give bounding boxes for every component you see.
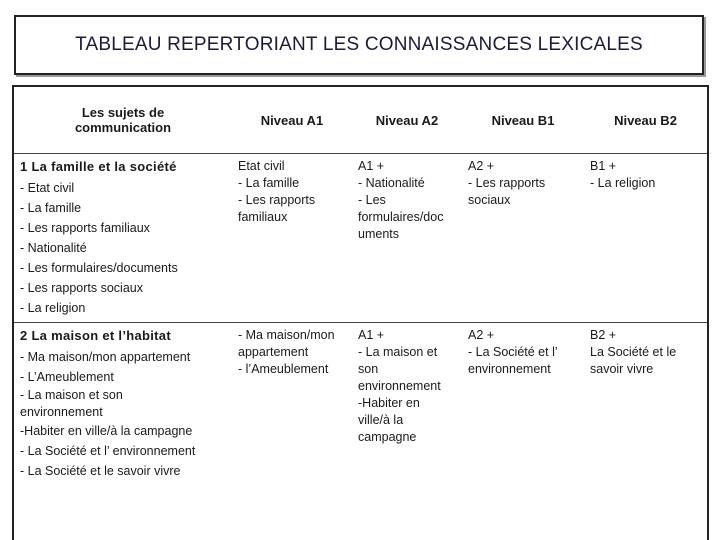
level-line: - l’Ameublement — [238, 362, 329, 376]
level-line: campagne — [358, 430, 417, 444]
header-a1: Niveau A1 — [232, 87, 352, 154]
header-b1: Niveau B1 — [462, 87, 584, 154]
b2-cell — [584, 154, 707, 323]
subject-item: - Les rapports familiaux — [20, 221, 150, 235]
level-line: -Habiter en — [358, 396, 420, 410]
subject-title: 1 La famille et la société — [20, 159, 177, 174]
level-line: - La Société et l’ — [468, 345, 558, 359]
level-line: sociaux — [468, 193, 511, 207]
a2-cell — [352, 323, 462, 538]
level-line: uments — [358, 227, 399, 241]
level-line: son — [358, 362, 379, 376]
level-line: - Les rapports — [238, 193, 316, 207]
subject-item: - La Société et le savoir vivre — [20, 464, 181, 478]
lexical-table — [14, 87, 707, 537]
level-line: La Société et le — [590, 345, 677, 359]
level-line: ville/à la — [358, 413, 404, 427]
level-line: - La maison et — [358, 345, 438, 359]
level-line: formulaires/doc — [358, 210, 444, 224]
subject-item: - Nationalité — [20, 241, 87, 255]
header-subjects-line2: communication — [74, 120, 172, 135]
subject-item: -Habiter en ville/à la campagne — [20, 424, 193, 438]
table-row — [14, 323, 707, 538]
subject-item: - L’Ameublement — [20, 370, 114, 384]
level-line: A1 + — [358, 328, 385, 342]
level-line: - Nationalité — [358, 176, 425, 190]
subject-item: - La famille — [20, 201, 82, 215]
level-line: B2 + — [590, 328, 617, 342]
page-title: TABLEAU REPERTORIANT LES CONNAISSANCES LEXICALES — [75, 34, 643, 55]
level-line: environnement — [468, 362, 551, 376]
table-row — [14, 154, 707, 323]
title-box — [14, 15, 704, 75]
b1-cell — [462, 323, 584, 538]
header-subjects-line1: Les sujets de — [81, 105, 165, 120]
header-b2: Niveau B2 — [584, 87, 707, 154]
header-subjects — [14, 87, 232, 154]
subject-item: - La religion — [20, 301, 86, 315]
header-row — [14, 87, 707, 154]
level-line: A2 + — [468, 159, 495, 173]
level-line: - Les rapports — [468, 176, 546, 190]
a1-cell — [232, 323, 352, 538]
header-a2: Niveau A2 — [352, 87, 462, 154]
level-line: A1 + — [358, 159, 385, 173]
subject-title: 2 La maison et l’habitat — [20, 328, 171, 343]
subject-item: environnement — [20, 405, 103, 419]
subject-cell — [14, 323, 232, 538]
subject-item: - Ma maison/mon appartement — [20, 350, 191, 364]
a1-cell — [232, 154, 352, 323]
level-line: A2 + — [468, 328, 495, 342]
subject-item: - Etat civil — [20, 181, 75, 195]
level-line: appartement — [238, 345, 309, 359]
level-line: - La famille — [238, 176, 300, 190]
subject-cell — [14, 154, 232, 323]
subject-item: - La Société et l’ environnement — [20, 444, 196, 458]
a2-cell — [352, 154, 462, 323]
level-line: environnement — [358, 379, 441, 393]
level-line: B1 + — [590, 159, 617, 173]
level-line: - La religion — [590, 176, 656, 190]
level-line: familiaux — [238, 210, 288, 224]
subject-item: - Les formulaires/documents — [20, 261, 178, 275]
level-line: savoir vivre — [590, 362, 654, 376]
b2-cell — [584, 323, 707, 538]
subject-item: - La maison et son — [20, 388, 123, 402]
lexical-table-frame — [12, 85, 709, 540]
level-line: - Les — [358, 193, 386, 207]
b1-cell — [462, 154, 584, 323]
level-line: - Ma maison/mon — [238, 328, 335, 342]
level-line: Etat civil — [238, 159, 285, 173]
subject-item: - Les rapports sociaux — [20, 281, 143, 295]
